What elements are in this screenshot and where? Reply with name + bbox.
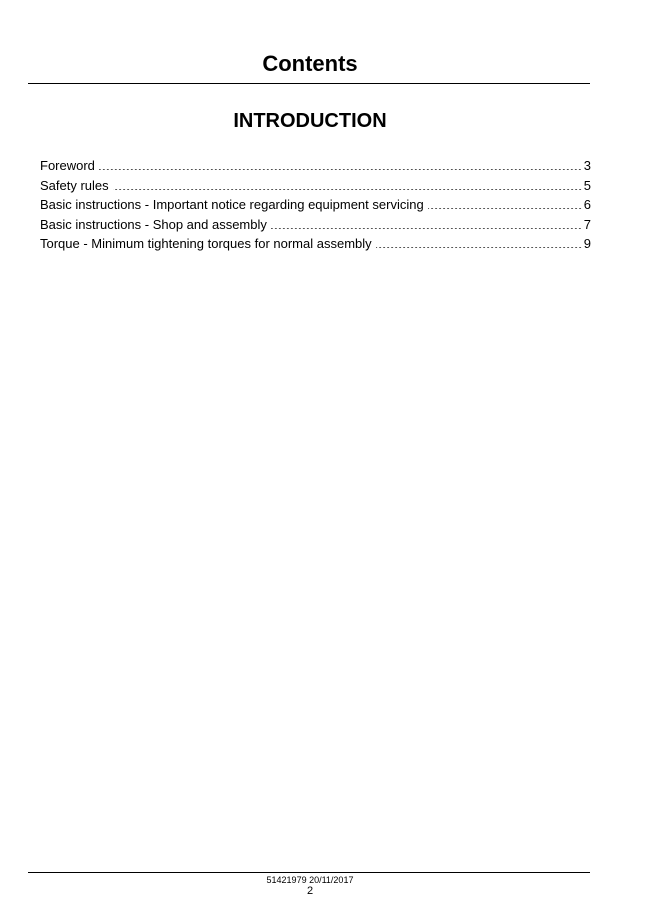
table-of-contents: [40, 156, 591, 254]
toc-entry-page: 3: [583, 158, 591, 173]
page-title: Contents: [262, 51, 358, 76]
header-rule: [28, 83, 590, 84]
toc-entry-label: Basic instructions - Important notice regarding equipment servicing: [40, 197, 424, 212]
toc-entry-foreword[interactable]: [40, 156, 591, 176]
toc-entry-page: 5: [583, 177, 591, 193]
toc-entry-label: Foreword: [40, 158, 95, 173]
toc-entry-label: Basic instructions - Shop and assembly: [40, 216, 267, 232]
toc-entry-label: Torque - Minimum tightening torques for normal assembly: [40, 236, 372, 251]
toc-entry-page: 6: [583, 197, 591, 212]
toc-entry-torque[interactable]: [40, 234, 591, 254]
toc-dot-leader: [428, 208, 582, 209]
toc-entry-label: Safety rules: [40, 177, 109, 193]
toc-entry-page: 7: [583, 216, 591, 232]
toc-dot-leader: [271, 228, 582, 229]
toc-entry-page: 9: [583, 236, 591, 251]
section-title: INTRODUCTION: [233, 110, 387, 132]
toc-entry-important-notice[interactable]: [40, 195, 591, 215]
toc-entry-shop-and-assembly[interactable]: [40, 215, 591, 235]
toc-entry-safety-rules[interactable]: [40, 176, 591, 196]
page-number: 2: [306, 885, 314, 897]
footer-rule: [28, 872, 590, 873]
toc-dot-leader: [376, 247, 582, 248]
toc-dot-leader: [113, 189, 582, 190]
toc-dot-leader: [99, 169, 582, 170]
document-code: 51421979 20/11/2017: [266, 875, 354, 885]
